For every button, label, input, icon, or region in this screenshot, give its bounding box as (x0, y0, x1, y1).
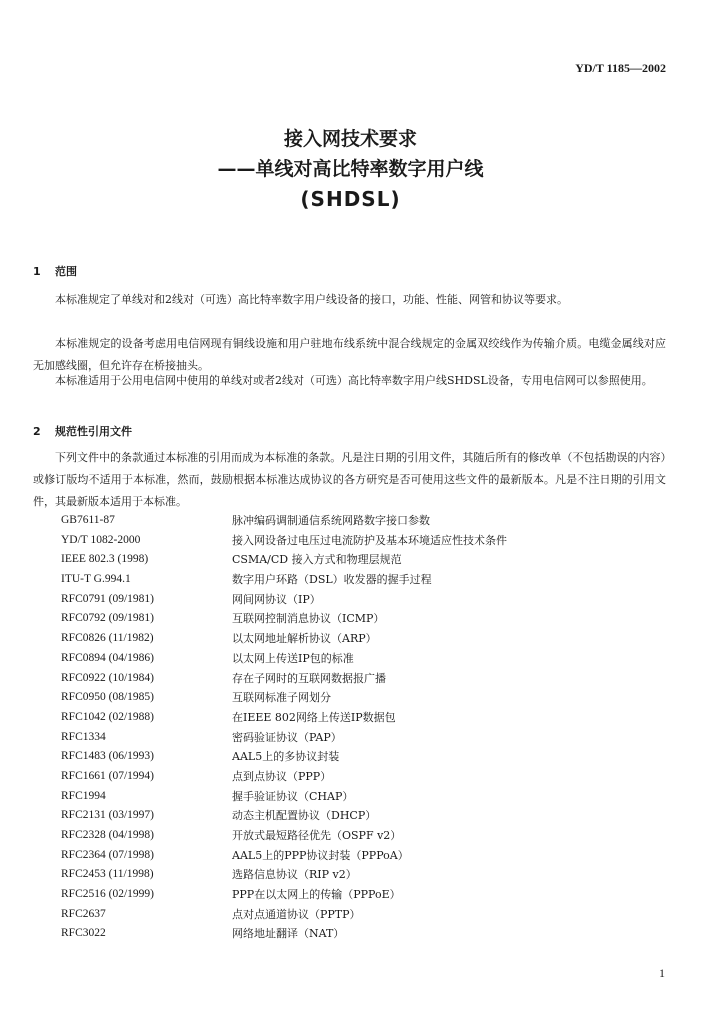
title-line-1: 接入网技术要求 (283, 128, 417, 150)
reference-row (61, 570, 681, 590)
reference-title: 数字用户环路（DSL）收发器的握手过程 (232, 573, 432, 587)
reference-row (61, 649, 681, 669)
reference-code: RFC2364 (07/1998) (61, 848, 154, 861)
reference-title: 互联网控制消息协议（ICMP） (232, 612, 385, 626)
reference-code: RFC0950 (08/1985) (61, 691, 154, 704)
title-line-2: ——单线对高比特率数字用户线 (217, 158, 484, 180)
reference-code: RFC2453 (11/1998) (61, 868, 154, 881)
standard-code: YD/T 1185—2002 (575, 61, 666, 75)
reference-code: RFC0791 (09/1981) (61, 592, 154, 605)
reference-row (61, 688, 681, 708)
reference-title: 接入网设备过电压过电流防护及基本环境适应性技术条件 (232, 533, 507, 547)
section-2-heading (33, 423, 132, 439)
title-line-3: (SHDSL) (300, 187, 401, 211)
reference-code: RFC1334 (61, 730, 106, 743)
section-2-title: 规范性引用文件 (55, 425, 132, 438)
reference-row (61, 590, 681, 610)
reference-title: 动态主机配置协议（DHCP） (232, 809, 377, 823)
section-2-number: 2 (33, 425, 41, 438)
section-2-intro: 下列文件中的条款通过本标准的引用而成为本标准的条款。凡是注日期的引用文件，其随后所有的修改单（不包括勘误的内容）或修订版均不适用于本标准，然而，鼓励根据本标准达成协议的各方研究是否可使用这些文件的最新版本。凡是不注日期的引用文件，其最新版本适用于本标准。 (33, 451, 666, 508)
section-1-paragraph: 本标准规定了单线对和2线对（可选）高比特率数字用户线设备的接口，功能、性能、网管和协议等要求。 (55, 293, 568, 306)
reference-code: RFC1994 (61, 789, 106, 802)
document-title (0, 124, 701, 214)
reference-code: RFC1661 (07/1994) (61, 769, 154, 782)
reference-code: RFC0894 (04/1986) (61, 651, 154, 664)
reference-code: IEEE 802.3 (1998) (61, 553, 149, 566)
reference-title: AAL5上的PPP协议封装（PPPoA） (232, 848, 409, 862)
reference-row (61, 767, 681, 787)
reference-row (61, 629, 681, 649)
reference-row (61, 531, 681, 551)
reference-title: 在IEEE 802网络上传送IP数据包 (232, 710, 396, 724)
reference-title: 存在子网时的互联网数据报广播 (232, 671, 386, 685)
reference-row (61, 609, 681, 629)
reference-row (61, 708, 681, 728)
reference-code: GB7611-87 (61, 514, 115, 526)
reference-code: RFC2131 (03/1997) (61, 809, 154, 822)
reference-title: 密码验证协议（PAP） (232, 730, 342, 744)
reference-title: 点到点协议（PPP） (232, 769, 332, 783)
reference-code: RFC0922 (10/1984) (61, 671, 154, 684)
reference-row (61, 865, 681, 885)
reference-code: RFC0826 (11/1982) (61, 632, 154, 645)
reference-row (61, 511, 681, 531)
reference-title: AAL5上的多协议封装 (232, 750, 340, 764)
reference-code: RFC1483 (06/1993) (61, 750, 154, 763)
reference-row (61, 787, 681, 807)
section-1-number: 1 (33, 265, 41, 278)
reference-code: RFC3022 (61, 927, 106, 940)
reference-title: 开放式最短路径优先（OSPF v2） (232, 829, 402, 842)
reference-row (61, 924, 681, 944)
reference-title: 脉冲编码调制通信系统网路数字接口参数 (232, 514, 430, 527)
reference-title: 以太网地址解析协议（ARP） (232, 632, 377, 646)
reference-title: 选路信息协议（RIP v2） (232, 868, 357, 882)
reference-row (61, 806, 681, 826)
reference-row (61, 669, 681, 689)
reference-title: 以太网上传送IP包的标准 (232, 651, 354, 665)
reference-row (61, 826, 681, 846)
reference-title: 点对点通道协议（PPTP） (232, 907, 361, 921)
reference-code: RFC2516 (02/1999) (61, 888, 154, 901)
reference-title: 网络地址翻译（NAT） (232, 927, 345, 941)
reference-row (61, 846, 681, 866)
reference-code: ITU-T G.994.1 (61, 573, 131, 586)
reference-title: CSMA/CD 接入方式和物理层规范 (232, 553, 402, 567)
reference-code: RFC0792 (09/1981) (61, 612, 154, 625)
reference-code: YD/T 1082-2000 (61, 533, 141, 546)
section-1-title: 范围 (55, 265, 77, 278)
reference-title: PPP在以太网上的传输（PPPoE） (232, 888, 401, 902)
section-1-heading (33, 263, 77, 279)
reference-row (61, 885, 681, 905)
reference-list (61, 511, 681, 944)
reference-row (61, 747, 681, 767)
reference-code: RFC1042 (02/1988) (61, 710, 154, 723)
reference-title: 网间网协议（IP） (232, 592, 321, 606)
reference-row (61, 728, 681, 748)
reference-title: 互联网标准子网划分 (232, 691, 331, 705)
reference-code: RFC2637 (61, 907, 106, 920)
section-1-paragraph: 本标准适用于公用电信网中使用的单线对或者2线对（可选）高比特率数字用户线SHDSL设备，专用电信网可以参照使用。 (55, 374, 653, 387)
reference-title: 握手验证协议（CHAP） (232, 789, 354, 803)
reference-code: RFC2328 (04/1998) (61, 829, 154, 841)
reference-row (61, 550, 681, 570)
reference-row (61, 905, 681, 925)
section-1-paragraph: 本标准规定的设备考虑用电信网现有铜线设施和用户驻地布线系统中混合线规定的金属双绞线作为传输介质。电缆金属线对应无加感线圈，但允许存在桥接抽头。 (33, 337, 666, 372)
page-number: 1 (659, 966, 665, 980)
